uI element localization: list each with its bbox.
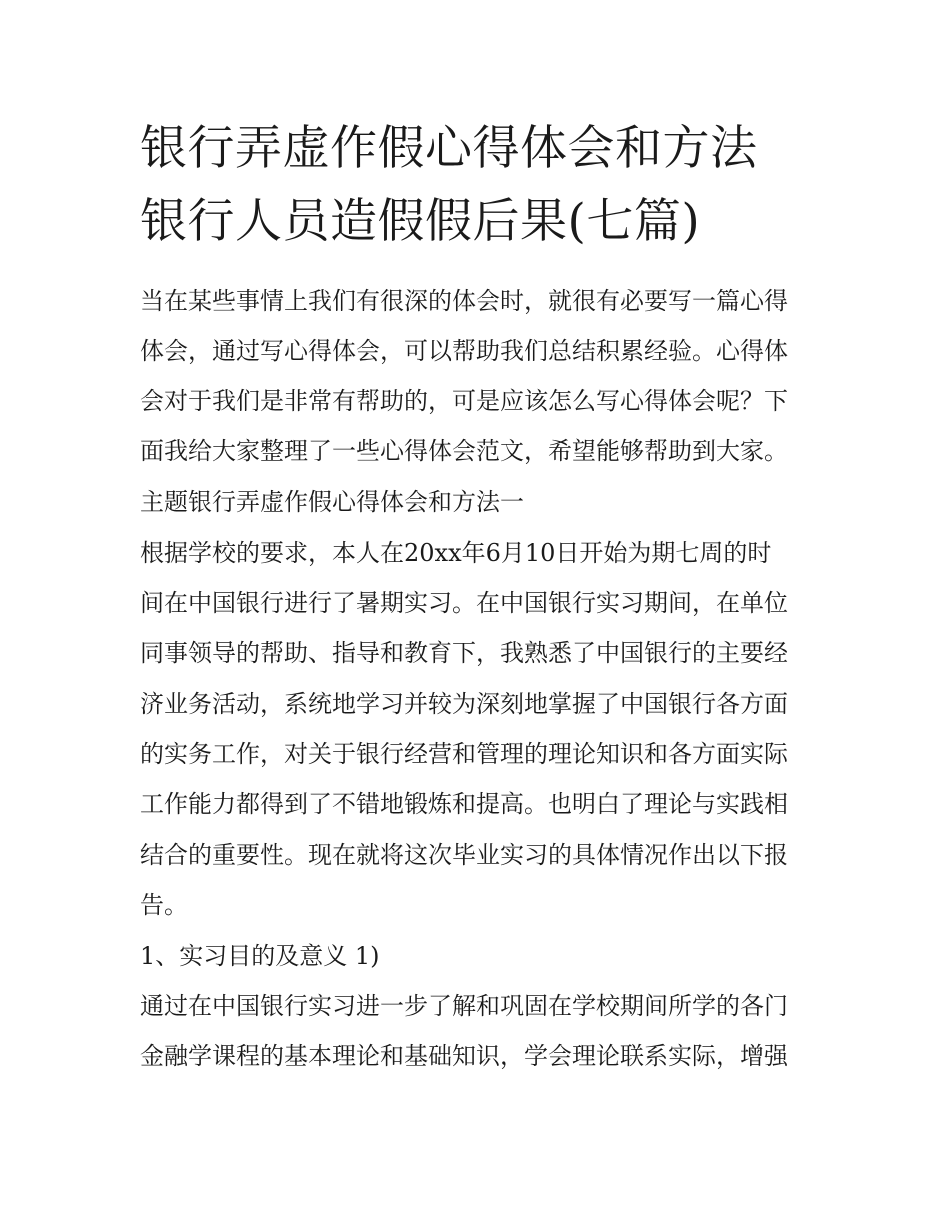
body-line: 通过在中国银行实习进一步了解和巩固在学校期间所学的各门 xyxy=(140,992,788,1020)
body-line: 面我给大家整理了一些心得体会范文，希望能够帮助到大家。 xyxy=(140,437,788,465)
body-line: 结合的重要性。现在就将这次毕业实习的具体情况作出以下报 xyxy=(140,841,788,869)
body-line: 会对于我们是非常有帮助的，可是应该怎么写心得体会呢？下 xyxy=(140,387,788,415)
body-line: 告。 xyxy=(140,891,188,919)
body-line: 间在中国银行进行了暑期实习。在中国银行实习期间，在单位 xyxy=(140,589,788,617)
body-line: 体会，通过写心得体会，可以帮助我们总结积累经验。心得体 xyxy=(140,337,788,365)
body-line: 的实务工作，对关于银行经营和管理的理论知识和各方面实际 xyxy=(140,740,788,768)
title-line: 银行人员造假假后果(七篇) xyxy=(140,194,701,249)
title-line: 银行弄虚作假心得体会和方法 xyxy=(140,121,758,176)
subsection-heading: 1、实习目的及意义 1) xyxy=(140,942,380,970)
body-line: 同事领导的帮助、指导和教育下，我熟悉了中国银行的主要经 xyxy=(140,639,788,667)
body-line: 当在某些事情上我们有很深的体会时，就很有必要写一篇心得 xyxy=(140,287,788,315)
section-heading: 主题银行弄虚作假心得体会和方法一 xyxy=(140,488,524,516)
body-line: 金融学课程的基本理论和基础知识，学会理论联系实际，增强 xyxy=(140,1042,788,1070)
body-line: 工作能力都得到了不错地锻炼和提高。也明白了理论与实践相 xyxy=(140,790,788,818)
body-line: 根据学校的要求，本人在20xx年6月10日开始为期七周的时 xyxy=(140,539,772,567)
body-line: 济业务活动，系统地学习并较为深刻地掌握了中国银行各方面 xyxy=(140,690,788,718)
document-title xyxy=(140,112,830,258)
